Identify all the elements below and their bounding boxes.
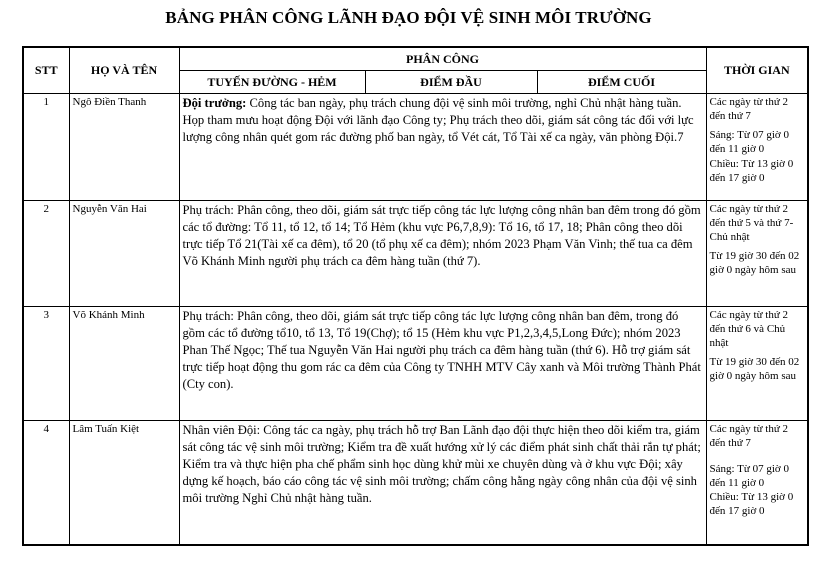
time-days: Các ngày từ thứ 2 đến thứ 7 bbox=[709, 423, 789, 449]
header-assignment: PHÂN CÔNG bbox=[179, 47, 706, 71]
row-stt: 2 bbox=[23, 201, 69, 307]
row-description: Phụ trách: Phân công, theo dõi, giám sát trực tiếp công tác lực lượng công nhân ban đêm trong đó gồm các tổ đường: Tổ 11, tổ 12, tổ 14; Tổ Hẻm (khu vực P6,7,8,9): Tổ 16, tổ 17, 18; Phân công theo dõi trực tiếp Tổ 21(Tài xế ca đêm), tổ 20 (tổ phụ xế ca đêm); nhóm 2023 Phạm Văn Vinh; thế tua ca đêm Võ Khánh Minh người phụ trách ca đêm hàng tuần (thứ 7). bbox=[179, 201, 706, 307]
time-afternoon: Chiều: Từ 13 giờ 0 đến 17 giờ 0 bbox=[709, 158, 794, 184]
row-name: Võ Khánh Minh bbox=[69, 307, 179, 421]
row-time bbox=[706, 94, 808, 201]
page-title: BẢNG PHÂN CÔNG LÃNH ĐẠO ĐỘI VỆ SINH MÔI TRƯỜNG bbox=[165, 8, 652, 27]
assignment-table bbox=[22, 46, 809, 546]
header-time: THỜI GIAN bbox=[706, 47, 808, 94]
table-row bbox=[23, 307, 808, 421]
time-night: Từ 19 giờ 30 đến 02 giờ 0 ngày hôm sau bbox=[709, 250, 800, 276]
row-description: Nhân viên Đội: Công tác ca ngày, phụ trách hỗ trợ Ban Lãnh đạo đội thực hiện theo dõi kiểm tra, giám sát công tác vệ sinh môi trường; Kiểm tra đề xuất hướng xử lý các điểm phát sinh chất thải rắn tự phát; Kiểm tra và thực hiện pha chế phẩm sinh học dùng khử mùi xe chuyên dùng và ở khu vực Đội; xây dựng kế hoạch, báo cáo công tác vệ sinh môi trường; chấm công hằng ngày công nhân của đội vệ sinh môi trường Nghỉ Chủ nhật hàng tuần. bbox=[179, 421, 706, 545]
header-start: ĐIỂM ĐẦU bbox=[365, 71, 537, 94]
header-route: TUYẾN ĐƯỜNG - HẺM bbox=[179, 71, 365, 94]
header-stt: STT bbox=[23, 47, 69, 94]
time-days: Các ngày từ thứ 2 đến thứ 7 bbox=[709, 96, 789, 122]
row-stt: 3 bbox=[23, 307, 69, 421]
row-time bbox=[706, 307, 808, 421]
row-name: Lâm Tuấn Kiệt bbox=[69, 421, 179, 545]
header-end: ĐIỂM CUỐI bbox=[537, 71, 706, 94]
row-description bbox=[179, 94, 706, 201]
table-row bbox=[23, 421, 808, 545]
row-description-text: Công tác ban ngày, phụ trách chung đội vệ sinh môi trường, nghỉ Chủ nhật hàng tuần. Họp tham mưu hoạt động Đội với lãnh đạo Công ty; Phụ trách theo dõi, giám sát công tác đối với lực lượng công nhân quét gom rác đường phố ban ngày, tổ Vét cát, Tổ Tài xế ca ngày, văn phòng Đội.7 bbox=[182, 96, 694, 144]
time-days: Các ngày từ thứ 2 đến thứ 6 và Chủ nhật bbox=[709, 309, 789, 349]
time-days: Các ngày từ thứ 2 đến thứ 5 và thứ 7- Chủ nhật bbox=[709, 203, 794, 243]
row-description: Phụ trách: Phân công, theo dõi, giám sát trực tiếp công tác lực lượng công nhân ban đêm, trong đó gồm các tổ đường tổ10, tổ 13, Tổ 19(Chợ); tổ 15 (Hẻm khu vực P1,2,3,4,5,Long Đức); nhóm 2023 Phan Thế Ngọc; Thế tua Nguyễn Văn Hai người phụ trách ca đêm hàng tuần (thứ 6). Hỗ trợ giám sát trực tiếp hoạt động thu gom rác ca đêm của Công ty TNHH MTV Cây xanh và Môi trường Thành Phát (Cty con). bbox=[179, 307, 706, 421]
row-time bbox=[706, 201, 808, 307]
role-label: Đội trưởng: bbox=[182, 96, 247, 110]
header-name: HỌ VÀ TÊN bbox=[69, 47, 179, 94]
time-afternoon: Chiều: Từ 13 giờ 0 đến 17 giờ 0 bbox=[709, 491, 794, 517]
row-stt: 1 bbox=[23, 94, 69, 201]
time-morning: Sáng: Từ 07 giờ 0 đến 11 giờ 0 bbox=[709, 463, 789, 489]
table-row bbox=[23, 94, 808, 201]
table-row bbox=[23, 201, 808, 307]
row-stt: 4 bbox=[23, 421, 69, 545]
row-time bbox=[706, 421, 808, 545]
row-name: Ngô Điền Thanh bbox=[69, 94, 179, 201]
time-morning: Sáng: Từ 07 giờ 0 đến 11 giờ 0 bbox=[709, 129, 789, 155]
row-name: Nguyễn Văn Hai bbox=[69, 201, 179, 307]
time-night: Từ 19 giờ 30 đến 02 giờ 0 ngày hôm sau bbox=[709, 356, 800, 382]
